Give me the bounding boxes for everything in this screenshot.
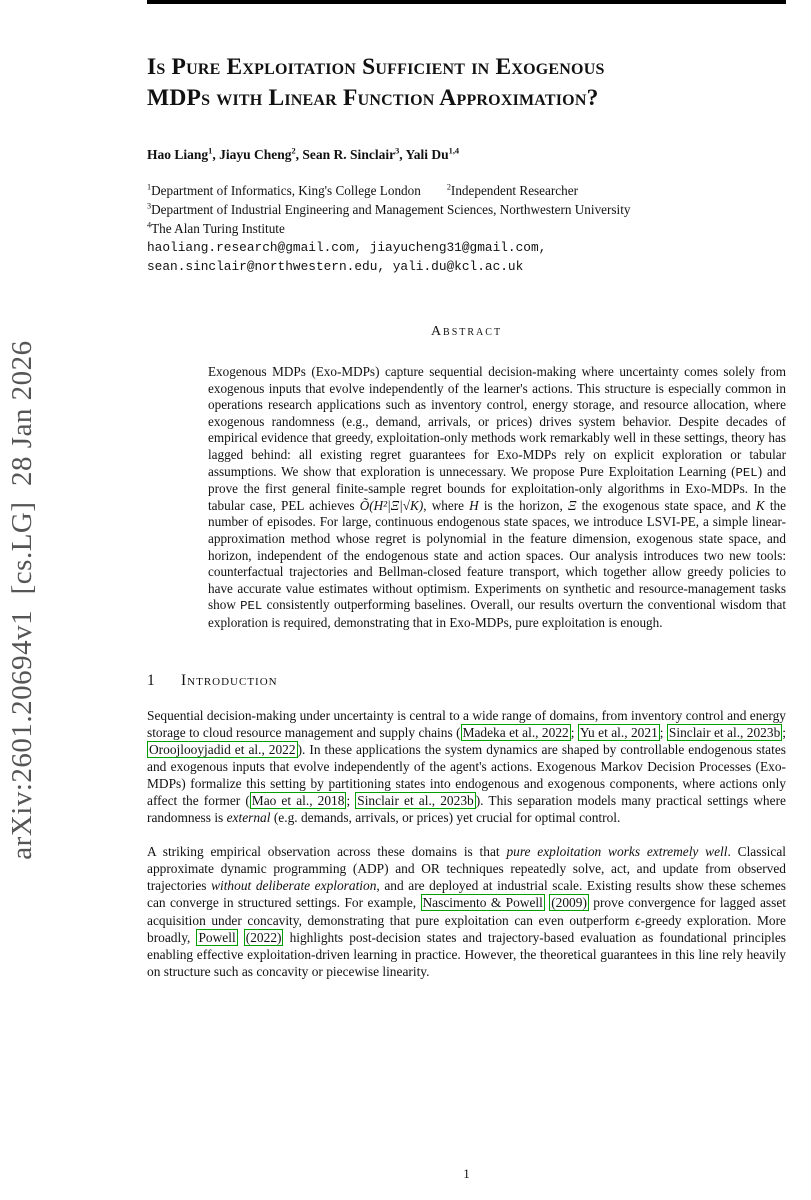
paper-title <box>147 52 786 114</box>
email-line-2: sean.sinclair@northwestern.edu, yali.du@kcl.ac.uk <box>147 259 524 274</box>
math-text: K <box>755 497 765 513</box>
citation-link[interactable]: Madeka et al., 2022 <box>462 724 569 740</box>
citation-link[interactable]: Oroojlooyjadid et al., 2022 <box>149 741 296 757</box>
abstract-heading: Abstract <box>430 324 503 339</box>
affiliation-row-2: $^3$Department of Industrial Engineering and Management Sciences, Northwestern University <box>147 201 631 217</box>
superscript: 2 <box>291 146 296 156</box>
italic-text: without deliberate exploration <box>211 878 377 894</box>
math-text: Ξ <box>567 497 577 513</box>
authors-line: Hao Liang$^1$, Jiayu Cheng$^2$, Sean R. Sinclair$^3$, Yali Du$^{1,4}$ <box>147 146 460 162</box>
superscript: 1 <box>147 182 152 192</box>
intro-paragraph-1: Sequential decision-making under uncertainty is central to a wide range of domains, from inventory control and energy storage to cloud resource management and supply chains ( Madeka et al., 2022 ; Yu et al., 2021 ; Sinclair et al., 2023b ; Oroojlooyjadid et al., 2022 ). In these applications the system dynamics are shaped by controllable endogenous states and exogenous inputs that evolve independently of the agent's actions. Exogenous Markov Decision Processes (Exo-MDPs) formalize this setting by partitioning states into endogenous and exogenous components, where actions only affect the former ( Mao et al., 2018 ; Sinclair et al., 2023b ). This separation models many practical settings where randomness is external (e.g. demands, arrivals, or prices) yet crucial for optimal control. <box>147 707 787 826</box>
arxiv-watermark: arXiv:2601.20694v1 [cs.LG] 28 Jan 2026 <box>6 340 38 860</box>
affiliation-row-3: $^4$The Alan Turing Institute <box>147 220 285 236</box>
title-line-2: MDPs with Linear Function Approximation? <box>147 85 599 111</box>
affiliations-block <box>147 181 786 276</box>
superscript: 1 <box>208 146 213 156</box>
citation-link[interactable]: (2009) <box>551 895 587 911</box>
email-line-1: haoliang.research@gmail.com, jiayucheng31@gmail.com, <box>147 240 547 255</box>
citation-link[interactable]: Nascimento & Powell <box>422 895 543 911</box>
citation-link[interactable]: Sinclair et al., 2023b <box>668 724 781 740</box>
abstract-body: Exogenous MDPs (Exo-MDPs) capture sequential decision-making where uncertainty comes solely from exogenous inputs that evolve independently of the learner's actions. This structure is especially common in operations research applications such as inventory control, energy storage, and resource allocation, where exogenous randomness (e.g., demand, arrivals, or prices) drives system behavior. Despite decades of empirical evidence that greedy, exploitation-only methods work remarkably well in these settings, theory has lagged behind: all existing regret guarantees for Exo-MDPs rely on explicit exploration or tabular assumptions. We show that exploration is unnecessary. We propose Pure Exploitation Learning (PEL) and prove the first general finite-sample regret bounds for exploitation-only algorithms in Exo-MDPs. In the tabular case, PEL achieves Õ(H²|Ξ|√K), where H is the horizon, Ξ the exogenous state space, and K the number of episodes. For large, continuous endogenous state spaces, we introduce LSVI-PE, a simple linear-approximation method whose regret is polynomial in the feature dimension, exogenous state space, and horizon, independent of the endogenous state and action spaces. Our analysis introduces two new tools: counterfactual trajectories and Bellman-closed feature transport, which together allow greedy policies to have accurate value estimates without optimism. Experiments on synthetic and resource-management tasks show PEL consistently outperforming baselines. Overall, our results overturn the conventional wisdom that exploration is required, demonstrating that in Exo-MDPs, pure exploitation is enough. <box>208 364 786 630</box>
citation-link[interactable]: Powell <box>198 929 236 945</box>
citation-link[interactable]: Mao et al., 2018 <box>251 792 345 808</box>
section-number: 1 <box>147 671 155 689</box>
typewriter-text: PEL <box>735 465 758 480</box>
typewriter-text: PEL <box>240 599 263 614</box>
superscript: 4 <box>147 220 152 230</box>
superscript: 3 <box>395 146 400 156</box>
math-text: H <box>469 497 479 513</box>
italic-text: pure exploitation works extremely well <box>506 844 728 860</box>
math-text: Õ(H²|Ξ|√K) <box>359 497 424 513</box>
superscript: 2 <box>446 182 451 192</box>
citation-link[interactable]: (2022) <box>245 929 282 945</box>
intro-paragraph-2: A striking empirical observation across these domains is that pure exploitation works extremely well. Classical approximate dynamic programming (ADP) and OR techniques repeatedly solve, act, and update from observed trajectories without deliberate exploration, and are deployed at industrial scale. Existing results show these schemes can converge in structured settings. For example, Nascimento & Powell (2009) prove convergence for lagged asset acquisition under concavity, demonstrating that pure exploitation can even outperform ϵ-greedy exploration. More broadly, Powell (2022) highlights post-decision states and trajectory-based evaluation as foundational principles enabling effective exploitation-driven learning in practice. However, the theoretical guarantees in this line rely heavily on structure such as concavity or piecewise linearity. <box>147 844 786 979</box>
section-title: Introduction <box>181 671 278 689</box>
citation-link[interactable]: Sinclair et al., 2023b <box>357 792 474 808</box>
math-text: ϵ <box>635 912 641 928</box>
superscript: 3 <box>147 201 152 211</box>
section-heading-introduction <box>147 672 786 690</box>
superscript: 1,4 <box>448 146 460 156</box>
italic-text: external <box>226 810 271 826</box>
page-number: 1 <box>463 1166 470 1181</box>
affiliation-row-1: $^1$Department of Informatics, King's College London $^2$Independent Researcher <box>147 182 578 198</box>
title-line-1: Is Pure Exploitation Sufficient in Exogenous <box>147 54 605 80</box>
citation-link[interactable]: Yu et al., 2021 <box>579 724 658 740</box>
paper-content <box>147 0 786 980</box>
